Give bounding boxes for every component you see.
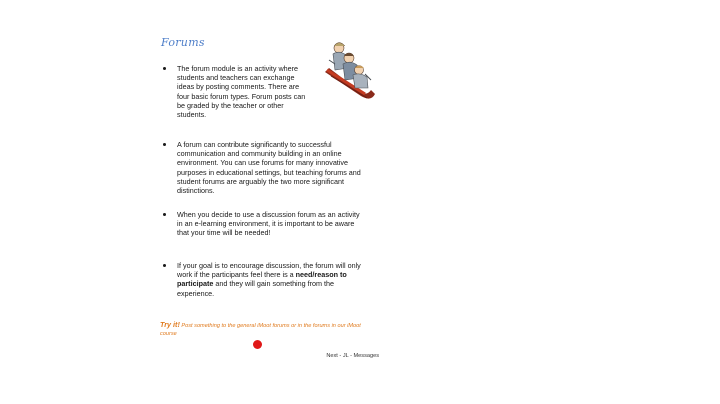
bullet-text-emphasis: need/reason to participate <box>177 270 347 289</box>
try-it-label: Try it! <box>160 320 180 329</box>
slide <box>155 32 383 362</box>
laser-pointer-dot <box>253 340 262 349</box>
slide-title: Forums <box>161 36 205 49</box>
bullet-text: A forum can contribute significantly to successful communication and community building in an online environment. You can use forums for many innovative purposes in educational settings, but teaching forums and student forums are arguably the two more significant distinctions. <box>177 140 361 196</box>
footer-navigation[interactable]: Next - JL - Messages <box>326 353 379 359</box>
sledding-children-illustration-icon <box>321 38 377 102</box>
bullet-item <box>163 210 367 238</box>
bullet-item <box>163 261 367 298</box>
bullet-item <box>163 64 313 119</box>
bullet-dot <box>163 264 166 267</box>
bullet-dot <box>163 67 166 70</box>
bullet-text: When you decide to use a discussion forum as an activity in an e-learning environment, it is important to be aware that your time will be needed! <box>177 210 360 238</box>
try-it-note <box>160 321 378 338</box>
bullet-dot <box>163 213 166 216</box>
bullet-text-start: If your goal is to encourage discussion, the forum will only work if the participants feel there is a <box>177 261 361 280</box>
bullet-text-end: and they will gain something from the experience. <box>177 279 335 298</box>
bullet-text <box>177 261 367 298</box>
try-it-instruction: Post something to the general iMoot forums or in the forums in our iMoot course <box>160 323 361 337</box>
bullet-text: The forum module is an activity where students and teachers can exchange ideas by posting comments. There are four basic forum types. Forum posts can be graded by the teacher or other students. <box>177 64 306 120</box>
bullet-item <box>163 140 367 195</box>
bullet-dot <box>163 143 166 146</box>
